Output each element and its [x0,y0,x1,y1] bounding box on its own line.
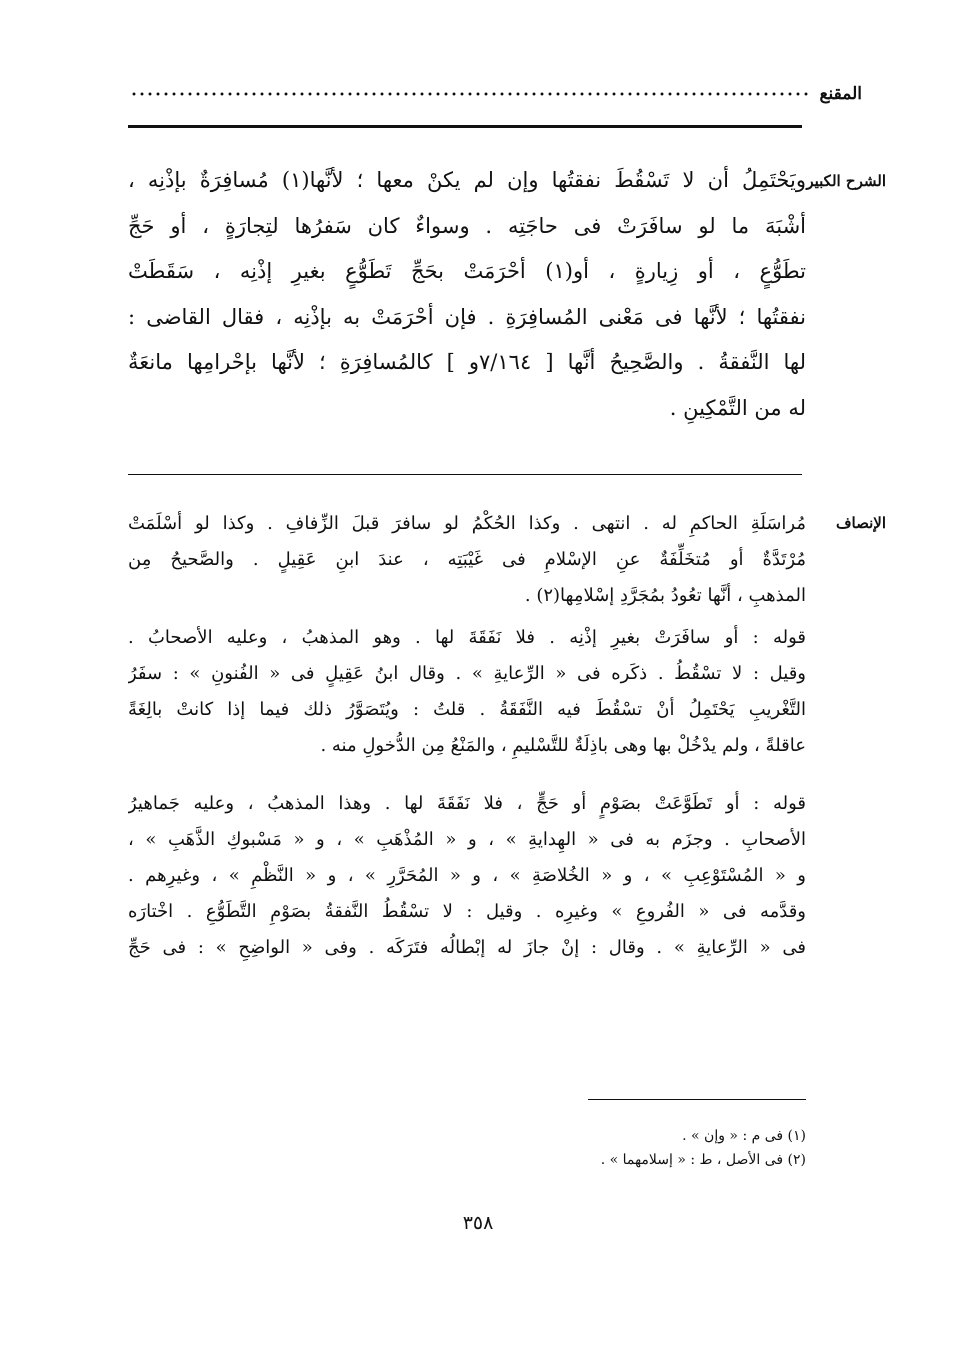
footnote-rule [588,1099,806,1100]
text-line: أشْبَهَ ما لو سافَرَتْ فى حاجَتِه . وسواءٌ كان سَفرُها لتِجارَةٍ ، أو حَجِّ [128,213,806,238]
text-line: نفقتُها ؛ لأنَّها فى مَعْنى المُسافِرَةِ . فإن أحْرَمَتْ به بإذْنِه ، فقال القاضى : [128,304,806,329]
paragraph [128,506,806,614]
text-line: وقدَّمه فى « الفُروعِ » وغيرِه . وقيل : لا تسْقُطُ النَّفقةُ بصَوْمِ التَّطَوُّعِ . اخْتارَه [128,901,806,922]
text-line: ويَحْتَمِلُ أن لا تَسْقُطَ نفقتُها وإن لم يكنْ معها ؛ لأنَّها(١) مُسافِرَةٌ بإذْنِه ، [128,168,806,192]
insaf-text-block [128,506,806,966]
footnote: (١) فى م : « وإن » . [682,1128,806,1144]
section-label-insaf: الإنصاف [835,514,886,532]
paragraph [128,786,806,966]
footnotes [601,1124,806,1172]
section-label-sharh: الشرح الكبير [806,172,886,190]
text-line: مُراسَلَةِ الحاكمِ له . انتهى . وكذا الحُكْمُ لو سافرَ قبلَ الزِّفافِ . وكذا لو أسْلَمَتْ [128,513,806,534]
text-line: فى « الرِّعايةِ » . وقال : إنْ جازَ له إبْطالُه فتَرَكَه . وفى « الواضِحِ » : فى حَجِّ [128,937,806,958]
text-line: تطَوُّعٍ ، أو زِيارةٍ ، أو(١) أحْرَمَتْ بحَجِّ تَطَوُّعٍ بغيرِ إذْنِه ، سَقَطَتْ [128,259,806,283]
running-header-title: المقنع [819,84,862,104]
footnote: (٢) فى الأصل ، ط : « إسلامهما » . [600,1152,806,1168]
text-line: الأصحابِ . وجزَم به فى « الهِدايةِ » ، و « المُذْهَبِ » ، و « مَسْبوكِ الذَّهَبِ » ، [128,829,806,850]
text-line: قوله : أو سافَرَتْ بغيرِ إذْنِه . فلا نَفَقَةَ لها . وهو المذهبُ ، وعليه الأصحابُ . [128,627,806,648]
text-line: التَّغْريبِ يَحْتَمِلُ أنْ تسْقُطَ فيه النَّفَقَةُ . قلتُ : ويُتَصَوَّرُ ذلك فيما إذا كانتْ بالِغَةً [128,699,806,720]
text-line: المذهبِ ، أنَّها تعُودُ بمُجَرَّدِ إسْلامِها(٢) . [524,585,806,606]
section-divider [128,474,802,475]
header-dotted-leader [130,92,812,96]
text-line: وقيل : لا تسْقُطُ . ذكَره فى « الرِّعايةِ » . وقال ابنُ عَقِيلٍ فى « الفُنونِ » : سفَرُ [128,663,806,684]
paragraph [128,620,806,764]
text-line: عاقلةً ، ولم يدْخُلْ بها وهى باذِلَةٌ للتَّسْليمِ ، والمَنْعُ مِن الدُّخولِ منه . [320,735,806,756]
text-line: له من التَّمْكِينِ . [669,395,806,420]
page-number: ٣٥٨ [462,1212,494,1234]
text-line: لها النَّفقةُ . والصَّحِيحُ أنَّها [ ٧/١٦٤و ] كالمُسافِرَةِ ؛ لأنَّها بإحْرامِها مانعَةٌ [128,350,806,374]
text-line: قوله : أو تَطَوَّعَتْ بصَوْمٍ أو حَجٍّ ، فلا نَفَقَةَ لها . وهذا المذهبُ ، وعليه جَماهيرُ [128,793,806,814]
text-line: مُرْتَدَّةٌ أو مُتخَلِّفَةٌ عنِ الإسْلامِ فى غَيْبَتِه ، عندَ ابنِ عَقِيلٍ . والصَّحيحُ مِن [128,549,806,570]
sharh-text-block [128,158,806,431]
text-line: و « المُسْتَوْعِبِ » ، و « الخُلاصَةِ » ، و « المُحَرَّرِ » ، و « النَّظْمِ » ، وغيرِهم . [128,865,806,886]
header-rule [128,125,802,128]
